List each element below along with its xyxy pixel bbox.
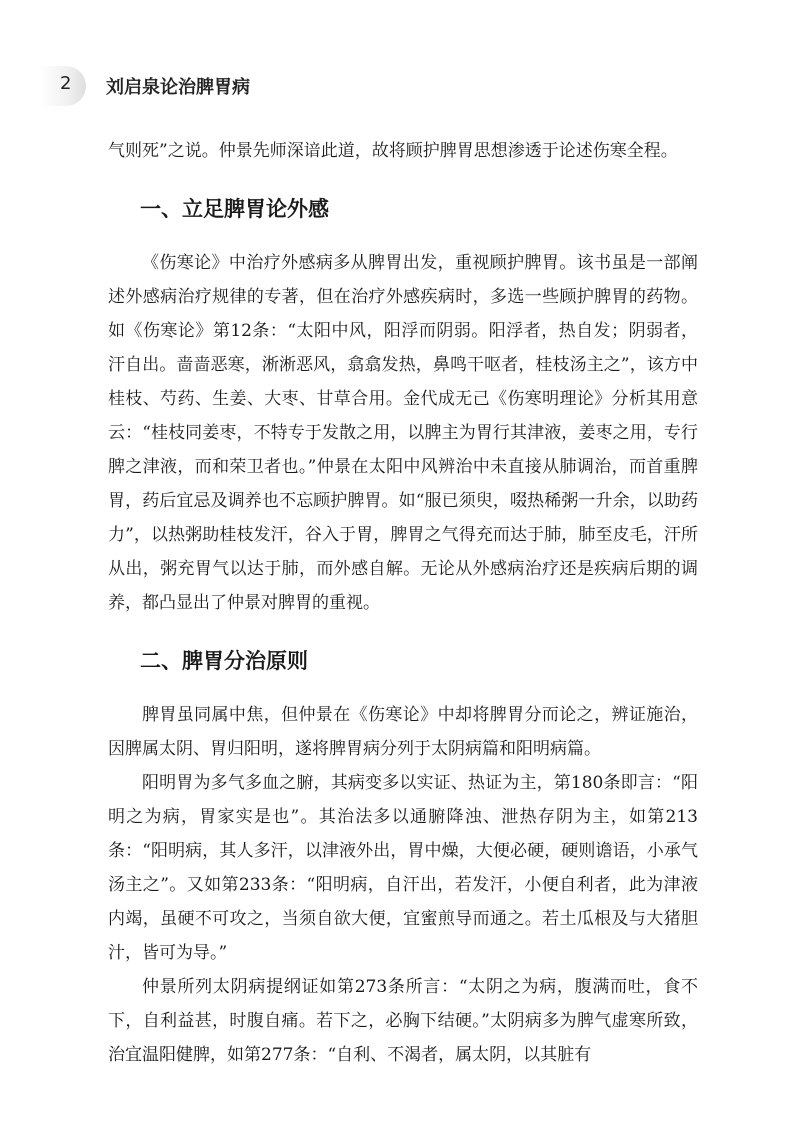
section-2-paragraph-1: 脾胃虽同属中焦，但仲景在《伤寒论》中却将脾胃分而论之，辨证施治，因脾属太阴、胃归阳明，遂将脾胃病分列于太阴病篇和阳明病篇。 [108,705,698,759]
section-2-paragraph-2: 阳明胃为多气多血之腑，其病变多以实证、热证为主，第180条即言：“阳明之为病，胃家实是也”。其治法多以通腑降浊、泄热存阴为主，如第213条：“阳明病，其人多汗，以津液外出，胃中燥，大便必硬，硬则谵语，小承气汤主之”。又如第233条：“阳明病，自汗出，若发汗，小便自利者，此为津液内竭，虽硬不可攻之，当须自欲大便，宜蜜煎导而通之。若土瓜根及与大猪胆汁，皆可为导。” [108,773,698,963]
page-body [108,134,698,1072]
running-title: 刘启泉论治脾胃病 [106,77,250,98]
intro-paragraph: 气则死”之说。仲景先师深谙此道，故将顾护脾胃思想渗透于论述伤寒全程。 [108,141,678,161]
page-header [40,66,760,106]
page-number: 2 [60,73,72,94]
section-2-paragraph-3: 仲景所列太阴病提纲证如第273条所言：“太阴之为病，腹满而吐，食不下，自利益甚，时腹自痛。若下之，必胸下结硬。”太阴病多为脾气虚寒所致，治宜温阳健脾，如第277条：“自利、不渴者，属太阴，以其脏有 [108,977,698,1065]
section-1-paragraph-1: 《伤寒论》中治疗外感病多从脾胃出发，重视顾护脾胃。该书虽是一部阐述外感病治疗规律的专著，但在治疗外感疾病时，多选一些顾护脾胃的药物。如《伤寒论》第12条：“太阳中风，阳浮而阴弱。阳浮者，热自发；阴弱者，汗自出。啬啬恶寒，淅淅恶风，翕翕发热，鼻鸣干呕者，桂枝汤主之”，该方中桂枝、芍药、生姜、大枣、甘草合用。金代成无己《伤寒明理论》分析其用意云：“桂枝同姜枣，不特专于发散之用，以脾主为胃行其津液，姜枣之用，专行脾之津液，而和荣卫者也。”仲景在太阳中风辨治中未直接从肺调治，而首重脾胃，药后宜忌及调养也不忘顾护脾胃。如“服已须臾，啜热稀粥一升余，以助药力”，以热粥助桂枝发汗，谷入于胃，脾胃之气得充而达于肺，肺至皮毛，汗所从出，粥充胃气以达于肺，而外感自解。无论从外感病治疗还是疾病后期的调养，都凸显出了仲景对脾胃的重视。 [108,253,698,613]
section-1-heading: 一、立足脾胃论外感 [140,197,329,221]
section-2-heading: 二、脾胃分治原则 [140,649,308,673]
